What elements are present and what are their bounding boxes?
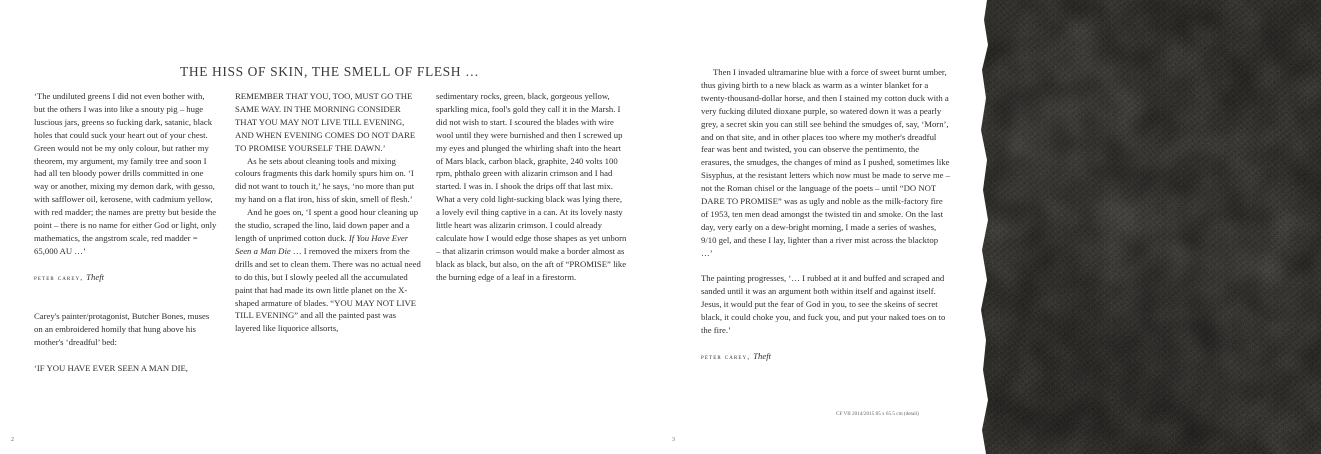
paragraph-studio (235, 206, 422, 335)
paragraph-mixing: sedimentary rocks, green, black, gorgeous yellow, sparkling mica, fool's gold they call it in the Marsh. I did not wish to start. I scoured the blades with wire wool until they were burnished and then I screwed up my eyes and plunged the whirling shaft into the heart of Mars black, carbon black, graphite, 240 volts 100 rpm, phthalo green with alizarin crimson and I had started. I was in. I shook the drips off that last mix. What a very cold light-sucking black was lying there, a lovely evil thing captive in a can. At its lovely nasty little heart was alizarin crimson. I could already calculate how I would edge those shapes as yet unborn – that alizarin crimson would make a border almost as black as black, but also, on the aft of “PROMISE” like the burning edge of a leaf in a firestorm. (436, 91, 627, 282)
text-column-2 (235, 90, 422, 335)
homily-quote-start: ‘IF YOU HAVE EVER SEEN A MAN DIE, (34, 362, 188, 373)
homily-quote-end: REMEMBER THAT YOU, TOO, MUST GO THE SAME WAY. IN THE MORNING CONSIDER THAT YOU MAY NOT LIVE TILL EVENING, AND WHEN EVENING COMES DO NOT DARE TO PROMISE YOURSELF THE DAWN.’ (235, 91, 416, 153)
text-column-3 (436, 90, 628, 284)
paragraph-studio-a: And he goes on, ‘I spent a good hour cleaning up the studio, scraped the lino, laid down paper and a length of unprimed cotton duck. (235, 207, 419, 243)
painting-detail-image (978, 0, 1321, 454)
byline-right (701, 350, 950, 364)
painting-texture (978, 0, 1321, 454)
opening-quote: ‘The undiluted greens I did not even bother with, but the others I was into like a snouty pig – huge luscious jars, greens so fucking dark, satanic, black holes that could suck your heart out of your chest. Green would not be my only colour, but rather my theorem, my argument, my family tree and soon I had all ten bloody power drills committed in one way or another, mixing my demon dark, with gesso, with safflower oil, kerosene, with cadmium yellow, with red madder; the names are pretty but beside the point – there is no name for either God or light, only mathematics, the angstrom scale, red madder = 65,000 AU …’ (34, 91, 217, 256)
byline-work: Theft (86, 271, 105, 282)
paragraph-ultramarine: Then I invaded ultramarine blue with a force of sweet burnt umber, thus giving birth to a new black as warm as a winter blanket for a twenty-thousand-dollar horse, and then I stained my cotton duck with a very fucking diluted dioxane purple, so watered down it was a pearly grey, a secret skin you can still see behind the smudges of, say, ‘Morn’, and on that site, and in other places too where my mother's dreadful fear was bent and twisted, you can observe the pentimento, the erasures, the smudges, the changes of mind as I pushed, sometimes like Sisyphus, at the resistant letters which now must be made to serve me – not the Roman chisel or the language of the poets – until “DO NOT DARE TO PROMISE” was as ugly and noble as the milk-factory fire of 1953, ten men dead amongst the twisted tin and smoke. On the last day, very early on a dew-bright morning, I made a series of washes, 9/10 gel, and these I lay, lighter than a river mist across the blacktop …’ (701, 67, 950, 258)
text-column-right (701, 66, 950, 364)
byline-author: peter carey, (34, 272, 84, 282)
paragraph-studio-italic: If You Have Ever Seen a Man Die (235, 232, 409, 256)
artwork-caption: CF VII 2014/2015 85 x 65.5 cm (detail) (836, 411, 919, 417)
paragraph-studio-b: … I removed the mixers from the drills and set to clean them. There was no actual need to do this, but I slowly peeled all the accumulated paint that had made its own little planet on the X-shaped armature of blades. “YOU MAY NOT LIVE TILL EVENING” and all the painted past was layered like liquorice allsorts, (235, 245, 421, 334)
page-title: THE HISS OF SKIN, THE SMELL OF FLESH … (180, 64, 480, 79)
text-column-1 (34, 90, 217, 375)
paragraph-progress: The painting progresses, ‘… I rubbed at it and buffed and scraped and sanded until it was an argument both within itself and against itself. Jesus, it would put the fear of God in you, to see the skeins of secret black, it could choke you, and fuck you, and put your naked toes on to the fire.’ (701, 273, 946, 336)
byline-right-work: Theft (753, 350, 772, 361)
page-number-right: 3 (672, 437, 675, 443)
commentary-paragraph: Carey's painter/protagonist, Butcher Bones, muses on an embroidered homily that hung above his mother's ‘dreadful’ bed: (34, 311, 210, 348)
page-number-left: 2 (11, 437, 14, 443)
byline (34, 271, 217, 285)
byline-right-author: peter carey, (701, 351, 751, 361)
paragraph-cleaning-tools: As he sets about cleaning tools and mixing colours fragments this dark homily spurs him on. ‘I did not want to touch it,’ he says, ‘no more than put my hand on a flat iron, hiss of skin, smell of flesh.’ (235, 155, 415, 205)
